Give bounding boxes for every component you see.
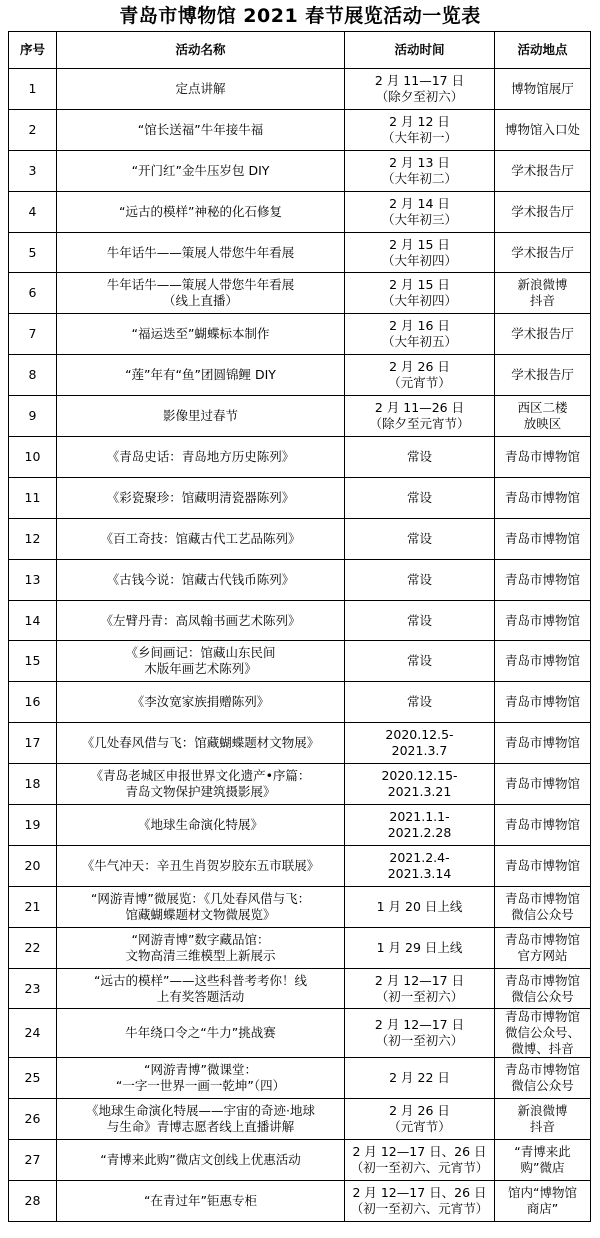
- header-number: 序号: [9, 32, 57, 69]
- table-row: [9, 600, 591, 641]
- cell-activity-place: 博物馆展厅: [495, 69, 591, 110]
- table-header-row: [9, 32, 591, 69]
- cell-activity-name: 牛年绕口令之“牛力”挑战赛: [57, 1009, 345, 1058]
- cell-number: 6: [9, 273, 57, 314]
- table-row: [9, 109, 591, 150]
- cell-number: 1: [9, 69, 57, 110]
- cell-number: 13: [9, 559, 57, 600]
- cell-activity-place: 学术报告厅: [495, 314, 591, 355]
- cell-number: 23: [9, 968, 57, 1009]
- cell-activity-time: 2 月 12—17 日 （初一至初六）: [345, 968, 495, 1009]
- cell-activity-place: 新浪微博 抖音: [495, 273, 591, 314]
- table-row: [9, 1181, 591, 1222]
- cell-activity-place: 青岛市博物馆: [495, 477, 591, 518]
- cell-activity-name: “福运迭至”蝴蝶标本制作: [57, 314, 345, 355]
- cell-activity-place: 学术报告厅: [495, 355, 591, 396]
- table-row: [9, 396, 591, 437]
- cell-activity-name: 牛年话牛——策展人带您牛年看展: [57, 232, 345, 273]
- cell-activity-time: 常设: [345, 477, 495, 518]
- cell-number: 15: [9, 641, 57, 682]
- cell-activity-time: 2 月 22 日: [345, 1058, 495, 1099]
- cell-number: 7: [9, 314, 57, 355]
- cell-activity-time: 常设: [345, 559, 495, 600]
- table-row: [9, 150, 591, 191]
- cell-number: 14: [9, 600, 57, 641]
- cell-number: 16: [9, 682, 57, 723]
- table-row: [9, 355, 591, 396]
- cell-activity-name: 《彩瓷聚珍：馆藏明清瓷器陈列》: [57, 477, 345, 518]
- cell-number: 3: [9, 150, 57, 191]
- table-row: [9, 764, 591, 805]
- cell-activity-time: 常设: [345, 641, 495, 682]
- cell-activity-time: 常设: [345, 600, 495, 641]
- cell-number: 20: [9, 845, 57, 886]
- cell-activity-time: 2 月 11—17 日 （除夕至初六）: [345, 69, 495, 110]
- cell-activity-time: 常设: [345, 518, 495, 559]
- cell-number: 26: [9, 1099, 57, 1140]
- cell-activity-time: 2 月 15 日 （大年初四）: [345, 273, 495, 314]
- table-row: [9, 682, 591, 723]
- cell-activity-name: “网游青博”微展览：《几处春风借与飞： 馆藏蝴蝶题材文物微展览》: [57, 886, 345, 927]
- cell-activity-place: 青岛市博物馆 微信公众号: [495, 968, 591, 1009]
- cell-activity-name: “远古的模样”神秘的化石修复: [57, 191, 345, 232]
- table-row: [9, 886, 591, 927]
- cell-number: 5: [9, 232, 57, 273]
- cell-activity-time: 2 月 11—26 日 （除夕至元宵节）: [345, 396, 495, 437]
- cell-activity-place: 新浪微博 抖音: [495, 1099, 591, 1140]
- cell-number: 24: [9, 1009, 57, 1058]
- schedule-table: [8, 31, 591, 1222]
- cell-number: 27: [9, 1140, 57, 1181]
- cell-activity-place: 学术报告厅: [495, 232, 591, 273]
- table-row: [9, 1058, 591, 1099]
- cell-activity-time: 2 月 26 日 （元宵节）: [345, 355, 495, 396]
- cell-activity-place: “青博来此 购”微店: [495, 1140, 591, 1181]
- cell-activity-place: 青岛市博物馆: [495, 559, 591, 600]
- cell-activity-place: 青岛市博物馆: [495, 845, 591, 886]
- cell-activity-place: 青岛市博物馆 微信公众号: [495, 886, 591, 927]
- cell-activity-time: 2 月 14 日 （大年初三）: [345, 191, 495, 232]
- cell-number: 10: [9, 437, 57, 478]
- header-activity-time: 活动时间: [345, 32, 495, 69]
- cell-activity-time: 2 月 12 日 （大年初一）: [345, 109, 495, 150]
- table-row: [9, 805, 591, 846]
- cell-activity-time: 常设: [345, 437, 495, 478]
- table-row: [9, 1009, 591, 1058]
- cell-activity-time: 1 月 29 日上线: [345, 927, 495, 968]
- cell-activity-time: 2 月 15 日 （大年初四）: [345, 232, 495, 273]
- table-row: [9, 927, 591, 968]
- cell-activity-place: 学术报告厅: [495, 150, 591, 191]
- cell-number: 9: [9, 396, 57, 437]
- table-row: [9, 518, 591, 559]
- cell-activity-name: 《乡间画记：馆藏山东民间 木版年画艺术陈列》: [57, 641, 345, 682]
- table-row: [9, 232, 591, 273]
- cell-number: 21: [9, 886, 57, 927]
- table-row: [9, 314, 591, 355]
- cell-activity-time: 2020.12.5- 2021.3.7: [345, 723, 495, 764]
- cell-activity-name: 《青岛史话：青岛地方历史陈列》: [57, 437, 345, 478]
- table-row: [9, 1140, 591, 1181]
- table-body: [9, 69, 591, 1222]
- cell-activity-place: 青岛市博物馆: [495, 641, 591, 682]
- cell-number: 8: [9, 355, 57, 396]
- table-row: [9, 477, 591, 518]
- cell-number: 17: [9, 723, 57, 764]
- cell-activity-place: 青岛市博物馆: [495, 600, 591, 641]
- cell-activity-name: “网游青博”微课堂： “一字一世界一画一乾坤”（四）: [57, 1058, 345, 1099]
- cell-activity-time: 2 月 26 日 （元宵节）: [345, 1099, 495, 1140]
- cell-activity-time: 常设: [345, 682, 495, 723]
- page-title: 青岛市博物馆 2021 春节展览活动一览表: [119, 5, 481, 27]
- table-row: [9, 641, 591, 682]
- cell-activity-place: 青岛市博物馆 微信公众号、 微博、抖音: [495, 1009, 591, 1058]
- cell-number: 12: [9, 518, 57, 559]
- cell-activity-name: 《几处春风借与飞：馆藏蝴蝶题材文物展》: [57, 723, 345, 764]
- cell-activity-place: 西区二楼 放映区: [495, 396, 591, 437]
- cell-activity-name: 《地球生命演化特展》: [57, 805, 345, 846]
- cell-number: 4: [9, 191, 57, 232]
- cell-activity-name: “青博来此购”微店文创线上优惠活动: [57, 1140, 345, 1181]
- cell-number: 18: [9, 764, 57, 805]
- cell-activity-place: 馆内“博物馆 商店”: [495, 1181, 591, 1222]
- cell-activity-place: 青岛市博物馆: [495, 518, 591, 559]
- cell-number: 11: [9, 477, 57, 518]
- cell-number: 19: [9, 805, 57, 846]
- cell-activity-name: 定点讲解: [57, 69, 345, 110]
- cell-activity-name: 影像里过春节: [57, 396, 345, 437]
- cell-number: 28: [9, 1181, 57, 1222]
- cell-activity-name: “馆长送福”牛年接牛福: [57, 109, 345, 150]
- header-activity-name: 活动名称: [57, 32, 345, 69]
- table-row: [9, 845, 591, 886]
- cell-activity-name: 《古钱今说：馆藏古代钱币陈列》: [57, 559, 345, 600]
- table-row: [9, 968, 591, 1009]
- header-activity-place: 活动地点: [495, 32, 591, 69]
- cell-activity-name: 《地球生命演化特展——宇宙的奇迹·地球 与生命》青博志愿者线上直播讲解: [57, 1099, 345, 1140]
- table-row: [9, 273, 591, 314]
- cell-activity-place: 青岛市博物馆: [495, 682, 591, 723]
- table-row: [9, 437, 591, 478]
- cell-activity-time: 2021.2.4- 2021.3.14: [345, 845, 495, 886]
- cell-activity-time: 2020.12.15- 2021.3.21: [345, 764, 495, 805]
- cell-activity-place: 青岛市博物馆: [495, 764, 591, 805]
- cell-activity-time: 2 月 12—17 日 （初一至初六）: [345, 1009, 495, 1058]
- cell-activity-place: 青岛市博物馆 官方网站: [495, 927, 591, 968]
- table-row: [9, 69, 591, 110]
- cell-activity-place: 博物馆入口处: [495, 109, 591, 150]
- cell-activity-time: 1 月 20 日上线: [345, 886, 495, 927]
- cell-activity-time: 2 月 12—17 日、26 日 （初一至初六、元宵节）: [345, 1181, 495, 1222]
- cell-number: 22: [9, 927, 57, 968]
- cell-activity-place: 青岛市博物馆: [495, 805, 591, 846]
- cell-activity-name: “在青过年”钜惠专柜: [57, 1181, 345, 1222]
- cell-number: 2: [9, 109, 57, 150]
- cell-activity-time: 2 月 16 日 （大年初五）: [345, 314, 495, 355]
- cell-activity-time: 2 月 12—17 日、26 日 （初一至初六、元宵节）: [345, 1140, 495, 1181]
- cell-activity-name: “网游青博”数字藏品馆： 文物高清三维模型上新展示: [57, 927, 345, 968]
- cell-activity-name: 《李汝宽家族捐赠陈列》: [57, 682, 345, 723]
- cell-activity-name: 牛年话牛——策展人带您牛年看展 （线上直播）: [57, 273, 345, 314]
- table-row: [9, 1099, 591, 1140]
- cell-number: 25: [9, 1058, 57, 1099]
- cell-activity-name: “莲”年有“鱼”团圆锦鲤 DIY: [57, 355, 345, 396]
- cell-activity-name: 《牛气冲天：辛丑生肖贺岁胶东五市联展》: [57, 845, 345, 886]
- table-row: [9, 723, 591, 764]
- cell-activity-place: 学术报告厅: [495, 191, 591, 232]
- cell-activity-name: 《百工奇技：馆藏古代工艺品陈列》: [57, 518, 345, 559]
- cell-activity-name: “远古的模样”——这些科普考考你！线 上有奖答题活动: [57, 968, 345, 1009]
- cell-activity-time: 2 月 13 日 （大年初二）: [345, 150, 495, 191]
- cell-activity-place: 青岛市博物馆: [495, 437, 591, 478]
- cell-activity-time: 2021.1.1- 2021.2.28: [345, 805, 495, 846]
- cell-activity-name: “开门红”金牛压岁包 DIY: [57, 150, 345, 191]
- table-row: [9, 191, 591, 232]
- cell-activity-name: 《左臂丹青：高凤翰书画艺术陈列》: [57, 600, 345, 641]
- cell-activity-name: 《青岛老城区申报世界文化遗产•序篇： 青岛文物保护建筑摄影展》: [57, 764, 345, 805]
- table-row: [9, 559, 591, 600]
- cell-activity-place: 青岛市博物馆 微信公众号: [495, 1058, 591, 1099]
- cell-activity-place: 青岛市博物馆: [495, 723, 591, 764]
